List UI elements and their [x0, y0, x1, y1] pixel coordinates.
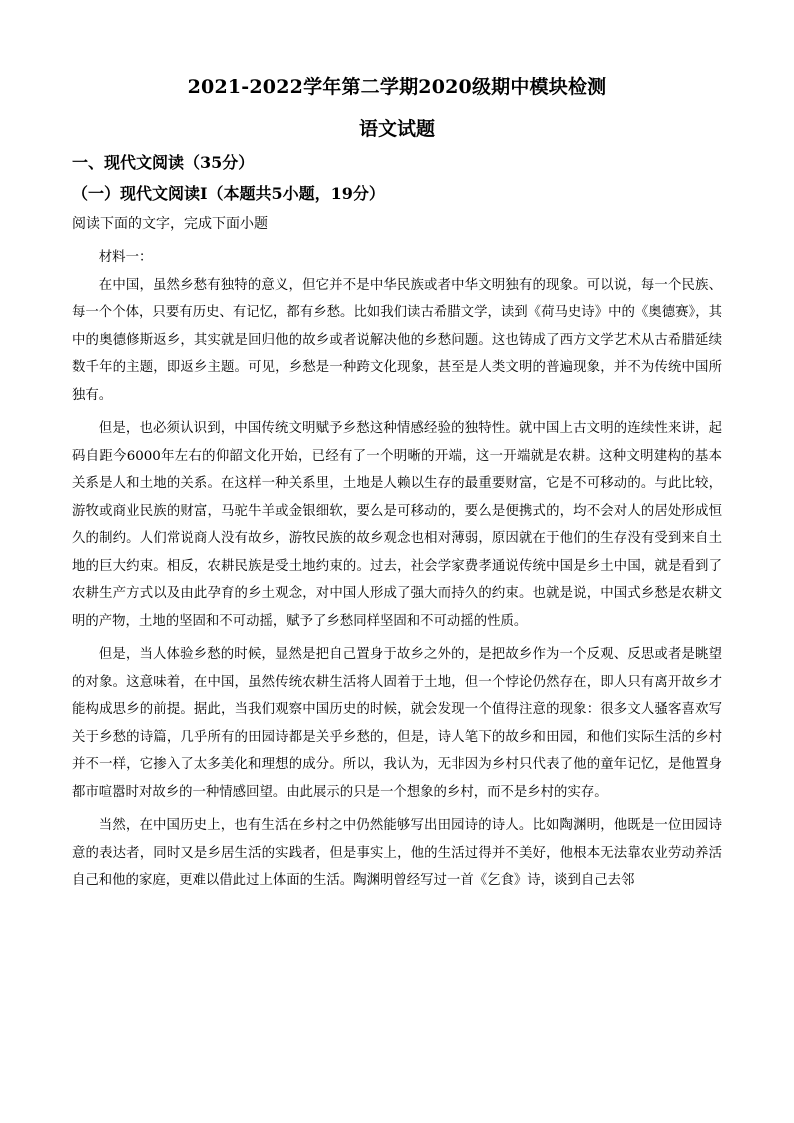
material-paragraph-3: 但是，当人体验乡愁的时候，显然是把自己置身于故乡之外的，是把故乡作为一个反观、反思或者是眺望的对象。这意味着，在中国，虽然传统农耕生活将人固着于土地，但一个悖论仍然存在，即人只有离开故乡才能构成思乡的前提。据此，当我们观察中国历史的时候，就会发现一个值得注意的现象：很多文人骚客喜欢写关于乡愁的诗篇，几乎所有的田园诗都是关乎乡愁的，但是，诗人笔下的故乡和田园，和他们实际生活的乡村并不一样，它掺入了太多美化和理想的成分。所以，我认为，无非因为乡村只代表了他的童年记忆，是他置身都市喧嚣时对故乡的一种情感回望。由此展示的只是一个想象的乡村，而不是乡村的实存。 [72, 647, 722, 800]
material-paragraph-1: 在中国，虽然乡愁有独特的意义，但它并不是中华民族或者中华文明独有的现象。可以说，每一个民族、每一个个体，只要有历史、有记忆，都有乡愁。比如我们读古希腊文学，读到《荷马史诗》中的《奥德赛》，其中的奥德修斯返乡，其实就是回归他的故乡或者说解决他的乡愁问题。这也铸成了西方文学艺术从古希腊延续数千年的主题，即返乡主题。可见，乡愁是一种跨文化现象，甚至是人类文明的普遍现象，并不为传统中国所独有。 [72, 277, 722, 403]
exam-title: 2021-2022学年第二学期2020级期中模块检测 [187, 76, 607, 98]
subsection-heading: （一）现代文阅读Ⅰ（本题共5小题，19分） [72, 184, 385, 203]
material-label: 材料一： [98, 250, 153, 265]
material-paragraph-2: 但是，也必须认识到，中国传统文明赋予乡愁这种情感经验的独特性。就中国上古文明的连续性来讲，起码自距今6000年左右的仰韶文化开始，已经有了一个明晰的开端，这一开端就是农耕。这种文明建构的基本关系是人和土地的关系。在这样一种关系里，土地是人赖以生存的最重要财富，它是不可移动的。与此比较，游牧或商业民族的财富，马驼牛羊或金银细软，要么是可移动的，要么是便携式的，均不会对人的居处形成恒久的制约。人们常说商人没有故乡，游牧民族的故乡观念也相对薄弱，原因就在于他们的生存没有受到来自土地的巨大约束。相反，农耕民族是受土地约束的。过去，社会学家费孝通说传统中国是乡土中国，就是看到了农耕生产方式以及由此孕育的乡土观念，对中国人形成了强大而持久的约束。也就是说，中国式乡愁是农耕文明的产物，土地的坚固和不可动摇，赋予了乡愁同样坚固和不可动摇的性质。 [72, 421, 722, 629]
material-text [72, 244, 722, 895]
material-paragraph-4: 当然，在中国历史上，也有生活在乡村之中仍然能够写出田园诗的诗人。比如陶渊明，他既是一位田园诗意的表达者，同时又是乡居生活的实践者，但是事实上，他的生活过得并不美好，他根本无法靠农业劳动养活自己和他的家庭，更难以借此过上体面的生活。陶渊明曾经写过一首《乞食》诗，谈到自己去邻 [72, 818, 722, 888]
reading-instruction: 阅读下面的文字，完成下面小题 [72, 216, 268, 232]
section-heading: 一、现代文阅读（35分） [72, 153, 255, 172]
exam-subtitle: 语文试题 [358, 118, 435, 140]
